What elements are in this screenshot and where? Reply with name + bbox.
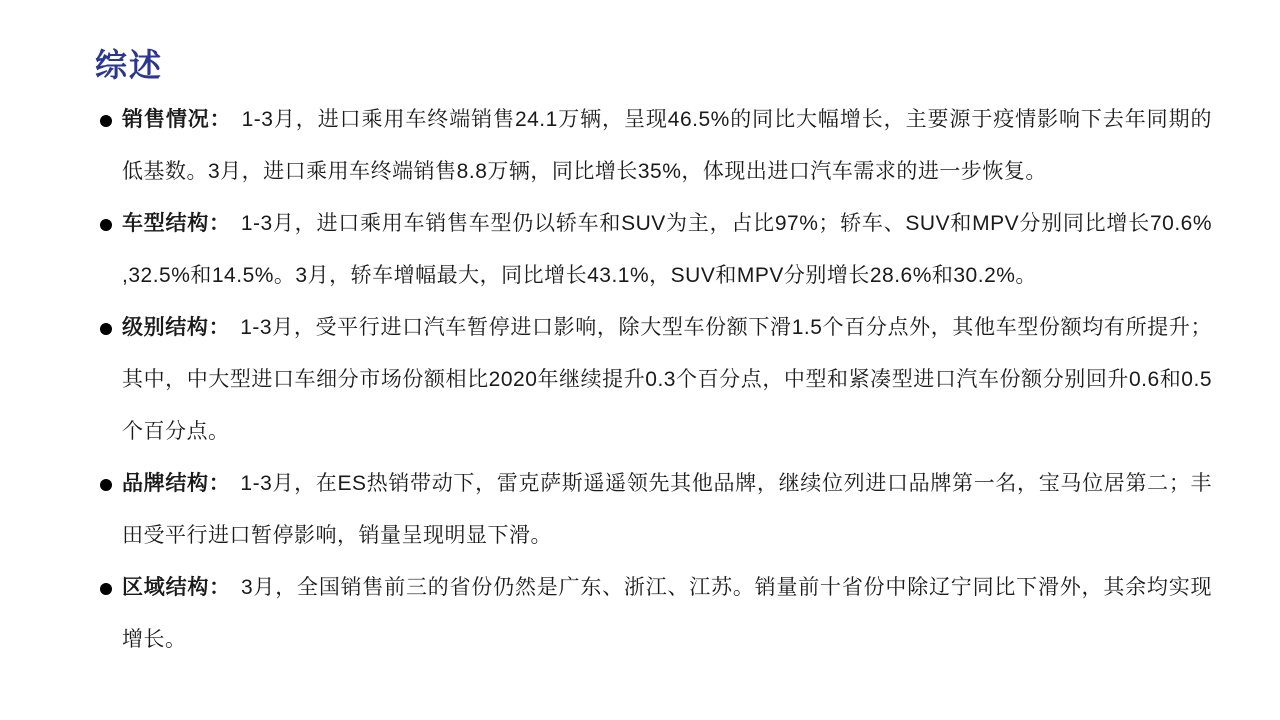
bullet-label: 车型结构： <box>122 212 231 235</box>
list-item <box>100 198 1212 302</box>
bullet-text: 1-3月，在ES热销带动下，雷克萨斯遥遥领先其他品牌，继续位列进口品牌第一名，宝马位居第二；丰田受平行进口暂停影响，销量呈现明显下滑。 <box>122 472 1212 547</box>
list-item <box>100 562 1212 666</box>
bullet-icon <box>100 323 112 335</box>
bullet-text: 1-3月，进口乘用车终端销售24.1万辆，呈现46.5%的同比大幅增长，主要源于疫情影响下去年同期的低基数。3月，进口乘用车终端销售8.8万辆，同比增长35%，体现出进口汽车需求的进一步恢复。 <box>122 108 1213 183</box>
bullet-icon <box>100 583 112 595</box>
page-title: 综述 <box>95 47 164 84</box>
slide-body <box>100 94 1212 666</box>
list-item <box>100 302 1212 458</box>
list-item <box>100 458 1212 562</box>
bullet-icon <box>100 219 112 231</box>
bullet-text: 1-3月，受平行进口汽车暂停进口影响，除大型车份额下滑1.5个百分点外，其他车型份额均有所提升；其中，中大型进口车细分市场份额相比2020年继续提升0.3个百分点，中型和紧凑型进口汽车份额分别回升0.6和0.5个百分点。 <box>122 316 1213 443</box>
bullet-icon <box>100 115 112 127</box>
bullet-icon <box>100 479 112 491</box>
bullet-label: 品牌结构： <box>122 472 231 495</box>
list-item <box>100 94 1212 198</box>
bullet-text: 1-3月，进口乘用车销售车型仍以轿车和SUV为主，占比97%；轿车、SUV和MPV分别同比增长70.6% ,32.5%和14.5%。3月，轿车增幅最大，同比增长43.1%，SUV和MPV分别增长28.6%和30.2%。 <box>122 212 1212 287</box>
bullet-text: 3月，全国销售前三的省份仍然是广东、浙江、江苏。销量前十省份中除辽宁同比下滑外，其余均实现增长。 <box>122 576 1212 651</box>
bullet-label: 销售情况： <box>122 108 232 131</box>
bullet-label: 区域结构： <box>122 576 231 599</box>
summary-list <box>100 94 1212 666</box>
bullet-label: 级别结构： <box>122 316 231 339</box>
